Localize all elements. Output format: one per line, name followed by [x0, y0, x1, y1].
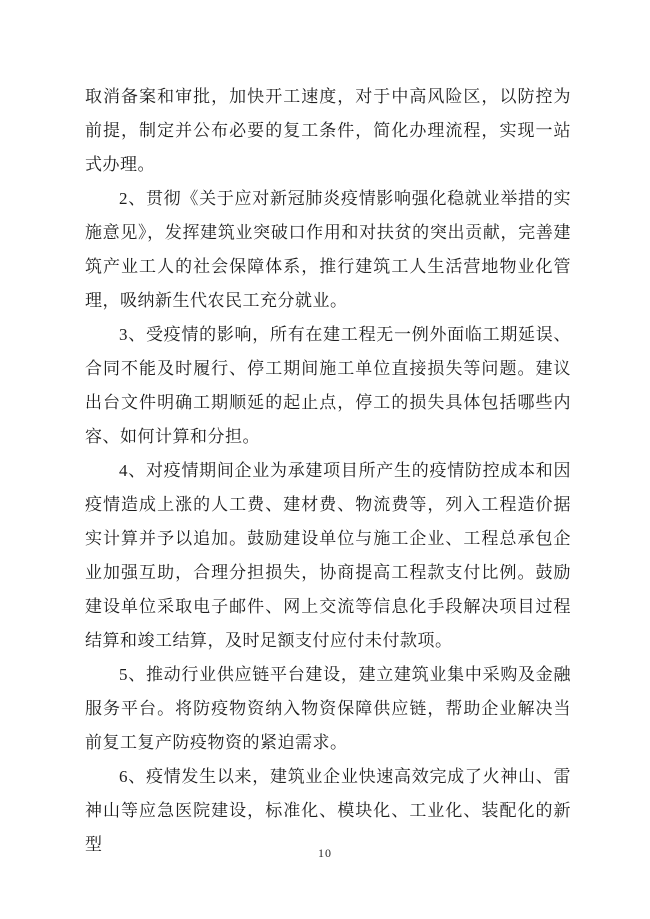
paragraph-item-4: 4、对疫情期间企业为承建项目所产生的疫情防控成本和因疫情造成上涨的人工费、建材费、物流费等，列入工程造价据实计算并予以追加。鼓励建设单位与施工企业、工程总承包企业加强互助，合理分担损失，协商提高工程款支付比例。鼓励建设单位采取电子邮件、网上交流等信息化手段解决项目过程结算和竣工结算，及时足额支付应付未付款项。 [85, 461, 571, 650]
paragraph-item-6: 6、疫情发生以来，建筑业企业快速高效完成了火神山、雷神山等应急医院建设，标准化、模块化、工业化、装配化的新型 [85, 767, 571, 854]
paragraph-item-3: 3、受疫情的影响，所有在建工程无一例外面临工期延误、合同不能及时履行、停工期间施工单位直接损失等问题。建议出台文件明确工期顺延的起止点，停工的损失具体包括哪些内容、如何计算和分担。 [85, 325, 571, 446]
document-body [85, 80, 571, 862]
paragraph-item-2: 2、贯彻《关于应对新冠肺炎疫情影响强化稳就业举措的实施意见》，发挥建筑业突破口作用和对扶贫的突出贡献，完善建筑产业工人的社会保障体系，推行建筑工人生活营地物业化管理，吸纳新生代农民工充分就业。 [85, 189, 571, 310]
paragraph-continued: 取消备案和审批，加快开工速度，对于中高风险区，以防控为前提，制定并公布必要的复工条件，简化办理流程，实现一站式办理。 [85, 87, 571, 174]
paragraph-item-5: 5、推动行业供应链平台建设，建立建筑业集中采购及金融服务平台。将防疫物资纳入物资保障供应链，帮助企业解决当前复工复产防疫物资的紧迫需求。 [85, 665, 571, 752]
page-number: 10 [318, 846, 332, 860]
